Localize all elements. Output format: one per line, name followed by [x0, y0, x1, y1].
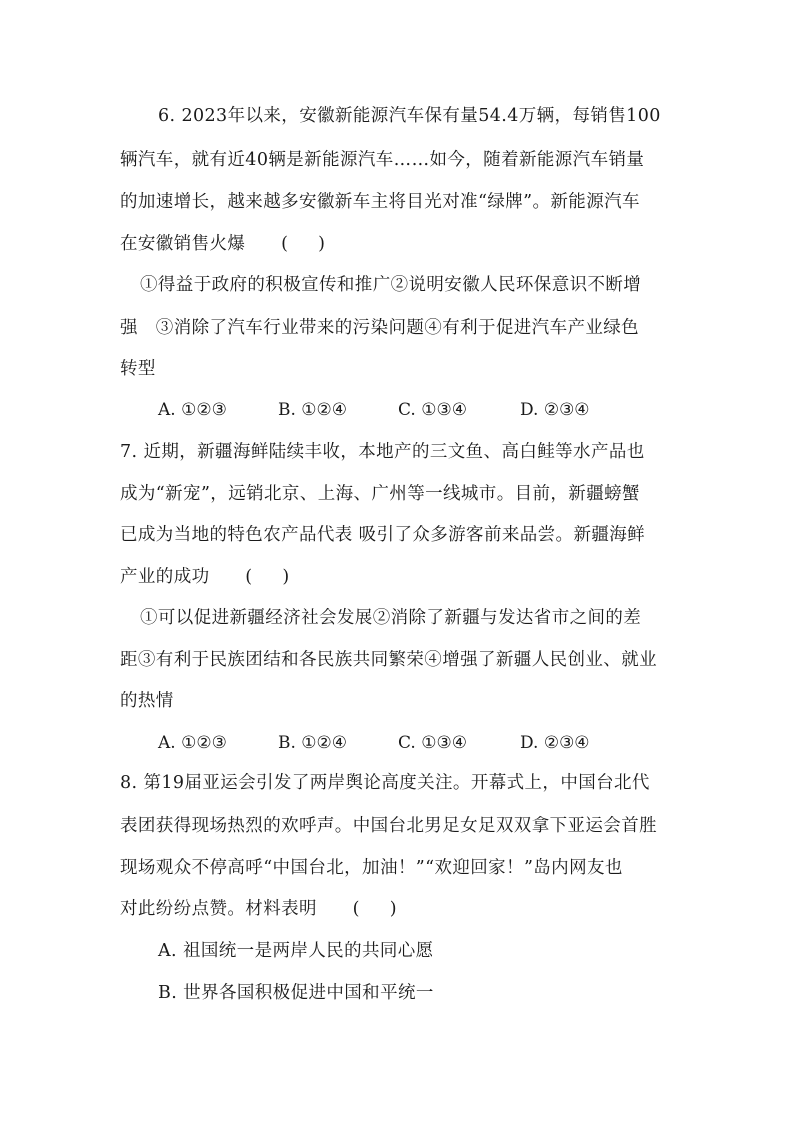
question-8-stem-line-2: 表团获得现场热烈的欢呼声。中国台北男足女足双双拿下亚运会首胜 [120, 816, 657, 836]
question-8-option-a: A. 祖国统一是两岸人民的共同心愿 [158, 941, 434, 961]
question-6-stem-line-1: 6. 2023年以来，安徽新能源汽车保有量54.4万辆，每销售100 [158, 106, 661, 126]
question-6-option-b: B. ①②④ [278, 400, 348, 420]
question-7-option-c: C. ①③④ [398, 733, 467, 753]
question-6-statement-line-1: ①得益于政府的积极宣传和推广②说明安徽人民环保意识不断增 [140, 275, 642, 295]
question-7-stem-line-3: 已成为当地的特色农产品代表 吸引了众多游客前来品尝。新疆海鲜 [120, 525, 646, 545]
question-8-stem-line-3: 现场观众不停高呼“中国台北，加油！”“欢迎回家！”岛内网友也 [120, 858, 623, 878]
question-6-stem-line-3: 的加速增长，越来越多安徽新车主将目光对准“绿牌”。新能源汽车 [120, 192, 640, 212]
question-7-option-b: B. ①②④ [278, 733, 348, 753]
question-7-options [0, 731, 794, 755]
question-7-stem-line-1: 7. 近期，新疆海鲜陆续丰收，本地产的三文鱼、高白鲑等水产品也 [120, 442, 645, 462]
question-7-stem-line-2: 成为“新宠”，远销北京、上海、广州等一线城市。目前，新疆螃蟹 [120, 484, 640, 504]
question-8-stem-line-1: 8. 第19届亚运会引发了两岸舆论高度关注。开幕式上，中国台北代 [120, 773, 650, 793]
question-8-stem-line-4: 对此纷纷点赞。材料表明 ( ) [120, 899, 397, 919]
question-6-options [0, 398, 794, 422]
question-7-statement-line-1: ①可以促进新疆经济社会发展②消除了新疆与发达省市之间的差 [140, 608, 642, 628]
question-6-statement-line-3: 转型 [120, 359, 156, 379]
question-6-statement-line-2: 强 ③消除了汽车行业带来的污染问题④有利于促进汽车产业绿色 [120, 318, 640, 338]
question-6-stem-line-4: 在安徽销售火爆 ( ) [120, 234, 326, 254]
question-7-option-a: A. ①②③ [158, 733, 227, 753]
question-6-stem-line-2: 辆汽车，就有近40辆是新能源汽车……如今，随着新能源汽车销量 [120, 150, 645, 170]
question-7-statement-line-2: 距③有利于民族团结和各民族共同繁荣④增强了新疆人民创业、就业 [120, 650, 657, 670]
question-8-option-b: B. 世界各国积极促进中国和平统一 [158, 983, 434, 1003]
question-7-stem-line-4: 产业的成功 ( ) [120, 567, 290, 587]
question-6-option-c: C. ①③④ [398, 400, 467, 420]
question-7-option-d: D. ②③④ [520, 733, 590, 753]
question-6-option-a: A. ①②③ [158, 400, 227, 420]
question-6-option-d: D. ②③④ [520, 400, 590, 420]
question-7-statement-line-3: 的热情 [120, 691, 174, 711]
